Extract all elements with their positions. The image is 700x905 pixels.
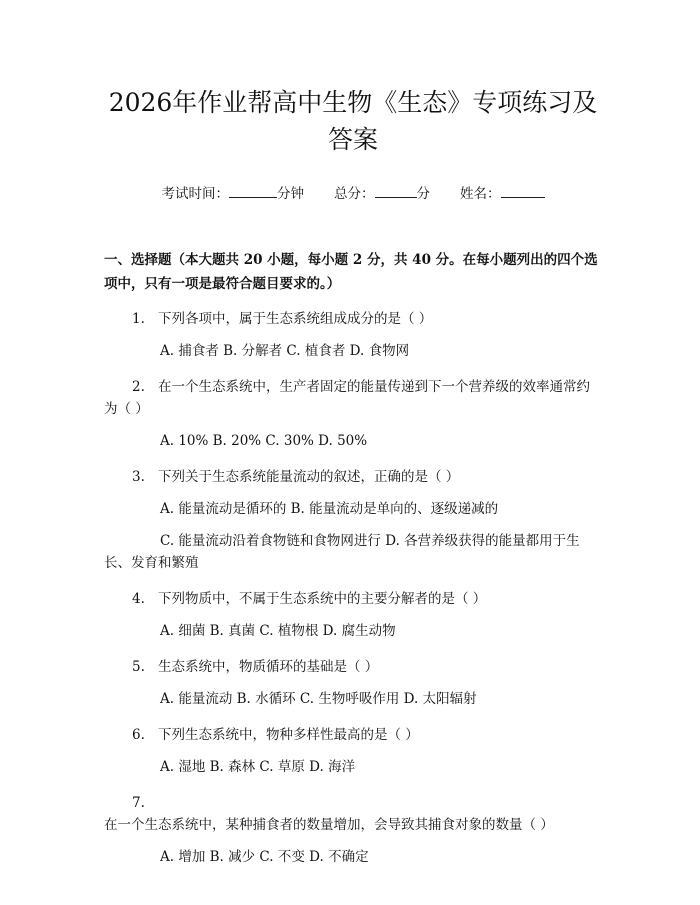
question-text: 生态系统中，物质循环的基础是（ ） xyxy=(158,659,379,675)
exam-meta xyxy=(104,182,602,202)
question-options: C. 能量流动沿着食物链和食物网进行 D. 各营养级获得的能量都用于生长、发育和繁殖 xyxy=(104,533,580,571)
question-number: 5. xyxy=(132,659,145,675)
time-label: 考试时间： xyxy=(161,186,229,202)
question-4 xyxy=(104,588,602,642)
name-blank xyxy=(501,185,545,198)
question-stem xyxy=(104,466,602,488)
question-stem xyxy=(104,588,602,610)
question-options: A. 增加 B. 减少 C. 不变 D. 不确定 xyxy=(160,849,369,865)
question-number: 4. xyxy=(132,591,145,607)
question-options: A. 10% B. 20% C. 30% D. 50% xyxy=(160,433,368,449)
question-stem xyxy=(104,376,602,420)
question-stem xyxy=(104,792,602,836)
question-options: A. 细菌 B. 真菌 C. 植物根 D. 腐生动物 xyxy=(160,623,396,639)
question-number: 2. xyxy=(132,379,145,395)
question-text: 下列物质中，不属于生态系统中的主要分解者的是（ ） xyxy=(158,591,487,607)
question-number: 6. xyxy=(132,727,145,743)
score-unit: 分 xyxy=(416,186,430,202)
question-number: 1. xyxy=(132,311,145,327)
question-text: 下列关于生态系统能量流动的叙述，正确的是（ ） xyxy=(158,469,460,485)
question-options: A. 捕食者 B. 分解者 C. 植食者 D. 食物网 xyxy=(160,343,410,359)
question-list xyxy=(104,308,602,868)
question-6 xyxy=(104,724,602,778)
question-text: 在一个生态系统中，某种捕食者的数量增加，会导致其捕食对象的数量（ ） xyxy=(104,817,554,833)
question-2 xyxy=(104,376,602,452)
question-3 xyxy=(104,466,602,574)
question-options: A. 湿地 B. 森林 C. 草原 D. 海洋 xyxy=(160,759,356,775)
time-field xyxy=(162,182,305,202)
question-number: 7. xyxy=(132,795,145,811)
question-text: 下列生态系统中，物种多样性最高的是（ ） xyxy=(158,727,419,743)
question-stem xyxy=(104,656,602,678)
question-text: 下列各项中，属于生态系统组成成分的是（ ） xyxy=(158,311,433,327)
time-blank xyxy=(229,185,277,198)
question-stem xyxy=(104,308,602,330)
score-label: 总分： xyxy=(334,186,375,202)
question-options: A. 能量流动 B. 水循环 C. 生物呼吸作用 D. 太阳辐射 xyxy=(160,691,477,707)
page-title: 2026年作业帮高中生物《生态》专项练习及答案 xyxy=(108,88,598,154)
question-1 xyxy=(104,308,602,362)
question-7 xyxy=(104,792,602,868)
section-heading: 一、选择题（本大题共 20 小题，每小题 2 分，共 40 分。在每小题列出的四个选项中，只有一项是最符合题目要求的。） xyxy=(104,252,598,292)
question-options: A. 能量流动是循环的 B. 能量流动是单向的、逐级递减的 xyxy=(160,501,499,517)
score-field xyxy=(334,182,430,202)
score-blank xyxy=(375,185,417,198)
name-label: 姓名： xyxy=(460,186,501,202)
question-5 xyxy=(104,656,602,710)
question-text: 在一个生态系统中，生产者固定的能量传递到下一个营养级的效率通常约为（ ） xyxy=(104,379,590,417)
name-field xyxy=(460,182,545,202)
question-stem xyxy=(104,724,602,746)
question-number: 3. xyxy=(132,469,145,485)
time-unit: 分钟 xyxy=(277,186,304,202)
